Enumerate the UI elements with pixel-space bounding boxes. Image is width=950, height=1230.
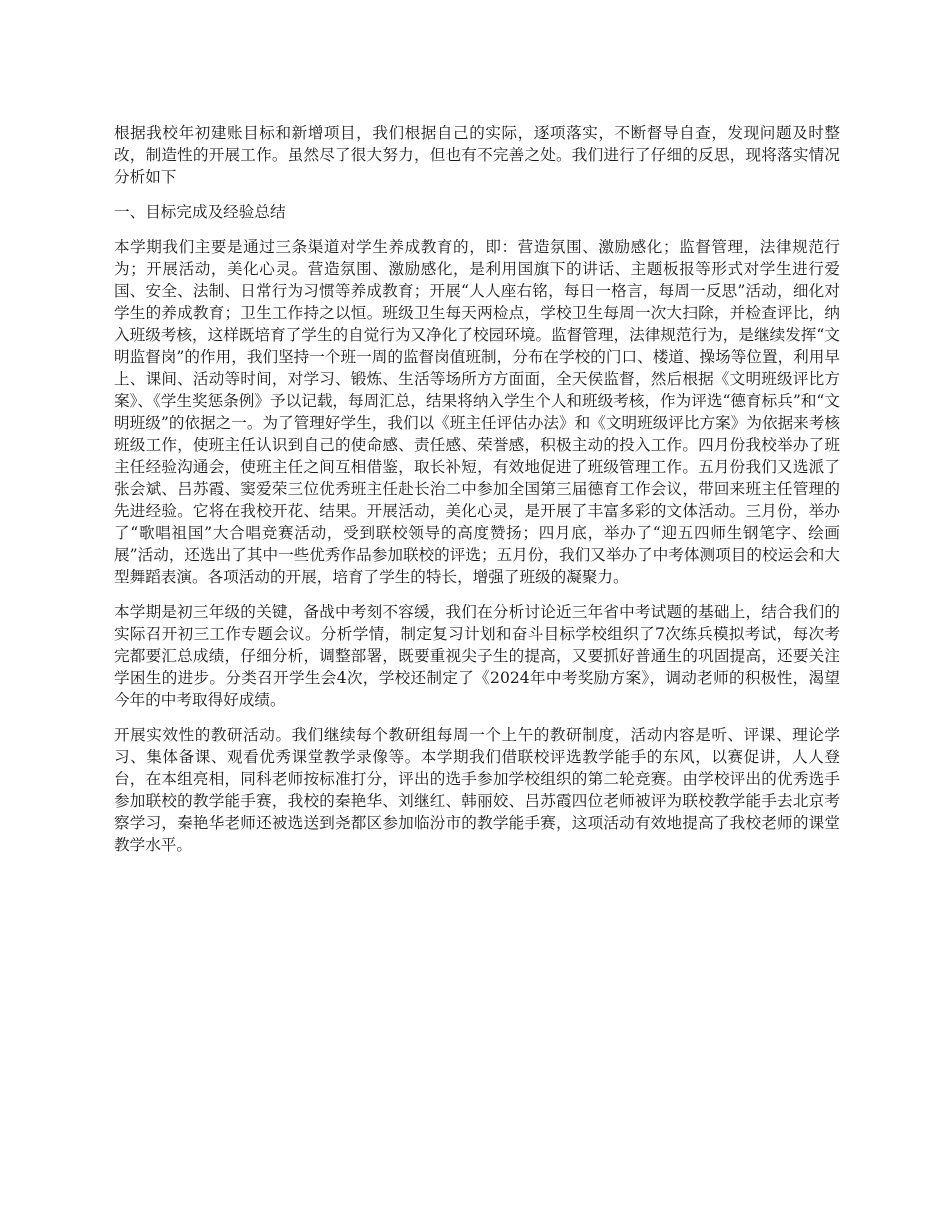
section-heading: 一、目标完成及经验总结: [114, 203, 286, 221]
body-paragraph-exam: 本学期是初三年级的关键，备战中考刻不容缓，我们在分析讨论近三年省中考试题的基础上，结合我们的实际召开初三工作专题会议。分析学情，制定复习计划和奋斗目标学校组织了7次练兵模拟考试，每次考完都要汇总成绩，仔细分析，调整部署，既要重视尖子生的提高，又要抓好普通生的巩固提高，还要关注学困生的进步。分类召开学生会4次，学校还制定了《2024年中考奖励方案》，调动老师的积极性，渴望今年的中考取得好成绩。: [114, 603, 840, 709]
document-page: [114, 122, 840, 869]
body-paragraph-teaching: 开展实效性的教研活动。我们继续每个教研组每周一个上午的教研制度，活动内容是听、评课、理论学习、集体备课、观看优秀课堂教学录像等。本学期我们借联校评选教学能手的东风，以赛促讲，人人登台，在本组亮相，同科老师按标准打分，评出的选手参加学校组织的第二轮竞赛。由学校评出的优秀选手参加联校的教学能手赛，我校的秦艳华、刘继红、韩丽姣、吕苏霞四位老师被评为联校教学能手去北京考察学习，秦艳华老师还被选送到尧都区参加临汾市的教学能手赛，这项活动有效地提高了我校老师的课堂教学水平。: [114, 726, 840, 854]
body-paragraph-habits: 本学期我们主要是通过三条渠道对学生养成教育的，即：营造氛围、激励感化；监督管理，法律规范行为；开展活动，美化心灵。营造氛围、激励感化，是利用国旗下的讲话、主题板报等形式对学生进行爱国、安全、法制、日常行为习惯等养成教育；开展“人人座右铭，每日一格言，每周一反思”活动，细化对学生的养成教育；卫生工作持之以恒。班级卫生每天两检点，学校卫生每周一次大扫除，并检查评比，纳入班级考核，这样既培育了学生的自觉行为又净化了校园环境。监督管理，法律规范行为，是继续发挥“文明监督岗”的作用，我们坚持一个班一周的监督岗值班制，分布在学校的门口、楼道、操场等位置，利用早上、课间、活动等时间，对学习、锻炼、生活等场所方方面面，全天侯监督，然后根据《文明班级评比方案》、《学生奖惩条例》予以记载，每周汇总，结果将纳入学生个人和班级考核，作为评选“德育标兵”和“文明班级”的依据之一。为了管理好学生，我们以《班主任评估办法》和《文明班级评比方案》为依据来考核班级工作，使班主任认识到自己的使命感、责任感、荣誉感，积极主动的投入工作。四月份我校举办了班主任经验沟通会，使班主任之间互相借鉴，取长补短，有效地促进了班级管理工作。五月份我们又选派了张会斌、吕苏霞、窦爱荣三位优秀班主任赴长治二中参加全国第三届德育工作会议，带回来班主任管理的先进经验。它将在我校开花、结果。开展活动，美化心灵，是开展了丰富多彩的文体活动。三月份，举办了“歌唱祖国”大合唱竞赛活动，受到联校领导的高度赞扬；四月底，举办了“迎五四师生钢笔字、绘画展”活动，还选出了其中一些优秀作品参加联校的评选；五月份，我们又举办了中考体测项目的校运会和大型舞蹈表演。各项活动的开展，培育了学生的特长，增强了班级的凝聚力。: [114, 238, 840, 586]
intro-paragraph: 根据我校年初建账目标和新增项目，我们根据自己的实际，逐项落实，不断督导自查，发现问题及时整改，制造性的开展工作。虽然尽了很大努力，但也有不完善之处。我们进行了仔细的反思，现将落实情况分析如下: [114, 124, 840, 186]
